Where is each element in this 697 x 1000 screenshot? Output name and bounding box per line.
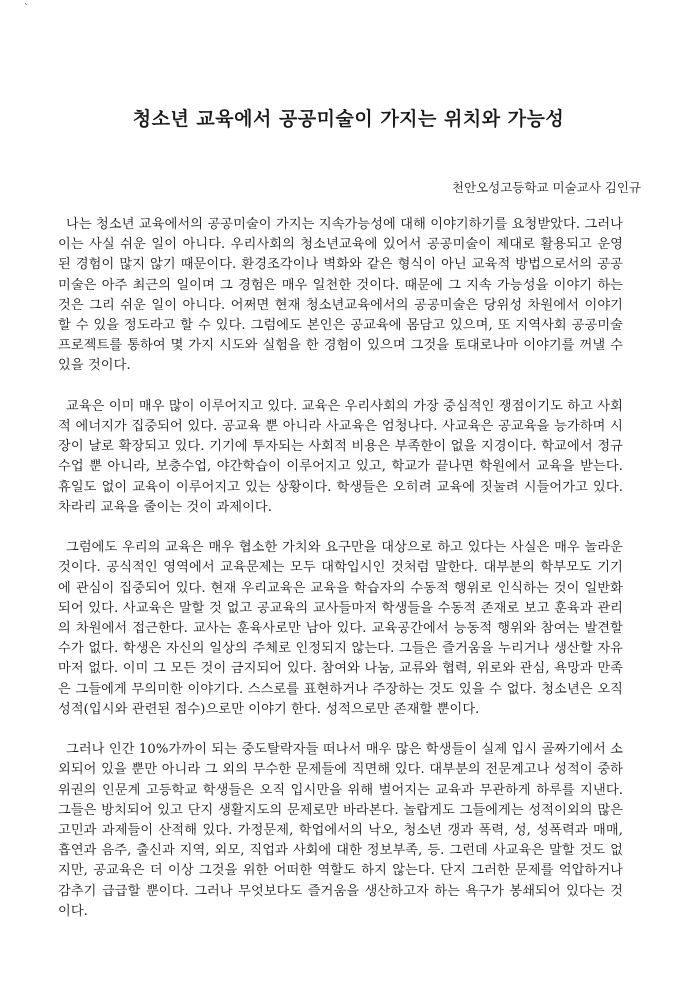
paragraph-4: 그러나 인간 10%가까이 되는 중도탈락자들 떠나서 매우 많은 학생들이 실제 입시 골짜기에서 소외되어 있을 뿐만 아니라 그 외의 무수한 문제들에 직면해 있다. 대부분의 전문계고나 성적이 중하위권의 인문계 고등학교 학생들은 오직 입시만을 위해 벌어지는 교육과 무관하게 하루를 지낸다. 그들은 방치되어 있고 단지 생활지도의 문제로만 바라본다. 놀랍게도 그들에게는 성적이외의 많은 고민과 과제들이 산적해 있다. 가정문제, 학업에서의 낙오, 청소년 갱과 폭력, 성, 성폭력과 매매, 흡연과 음주, 출신과 지역, 외모, 직업과 사회에 대한 정보부족, 등. 그런데 사교육은 말할 것도 없지만, 공교육은 더 이상 그것을 위한 어떠한 역할도 하지 않는다. 단지 그러한 문제를 억압하거나 감추기 급급할 뿐이다. 그러나 무엇보다도 즐거움을 생산하고자 하는 욕구가 봉쇄되어 있다는 것이다.	[58, 742, 623, 919]
paragraph-1: 나는 청소년 교육에서의 공공미술이 가지는 지속가능성에 대해 이야기하기를 요청받았다. 그러나 이는 사실 쉬운 일이 아니다. 우리사회의 청소년교육에 있어서 공공미술이 제대로 활용되고 운영된 경험이 많지 않기 때문이다. 환경조각이나 벽화와 같은 형식이 아닌 교육적 방법으로서의 공공미술은 아주 최근의 일이며 그 경험은 매우 일천한 것이다. 때문에 그 지속 가능성을 이야기 하는 것은 그리 쉬운 일이 아니다. 어쩌면 현재 청소년교육에서의 공공미술은 당위성 차원에서 이야기 할 수 있을 정도라고 할 수 있다. 그럼에도 본인은 공교육에 몸담고 있으며, 또 지역사회 공공미술 프로젝트를 통하여 몇 가지 시도와 실험을 한 경험이 있으며 그것을 토대로나마 이야기를 꺼낼 수 있을 것이다.	[58, 217, 623, 374]
author-line: 천안오성고등학교 미술교사 김인규	[451, 180, 641, 195]
document-body	[58, 215, 623, 942]
paragraph-2: 교육은 이미 매우 많이 이루어지고 있다. 교육은 우리사회의 가장 중심적인 쟁점이기도 하고 사회적 에너지가 집중되어 있다. 공교육 뿐 아니라 사교육은 엄청나다. 사교육은 공교육을 능가하며 시장이 날로 확장되고 있다. 기기에 투자되는 사회적 비용은 부족한이 없을 지경이다. 학교에서 정규수업 뿐 아니라, 보충수업, 야간학습이 이루어지고 있고, 학교가 끝나면 학원에서 교육을 받는다. 휴일도 없이 교육이 이루어지고 있는 상황이다. 학생들은 오히려 교육에 짓눌려 시들어가고 있다. 차라리 교육을 줄이는 것이 과제이다.	[58, 398, 623, 515]
corner-mark: `	[24, 4, 29, 14]
document-title: 청소년 교육에서 공공미술이 가지는 위치와 가능성	[132, 108, 565, 130]
paragraph-3: 그럼에도 우리의 교육은 매우 협소한 가치와 요구만을 대상으로 하고 있다는 사실은 매우 놀라운 것이다. 공식적인 영역에서 교육문제는 모두 대학입시인 것처럼 말한다. 대부분의 학부모도 기기에 관심이 집중되어 있다. 현재 우리교육은 교육을 학습자의 수동적 행위로 인식하는 것이 일반화되어 있다. 사교육은 말할 것 없고 공교육의 교사들마저 학생들을 수동적 존재로 보고 훈육과 관리의 차원에서 접근한다. 교사는 훈육사로만 남아 있다. 교육공간에서 능동적 행위와 참여는 발견할 수가 없다. 학생은 자신의 일상의 주체로 인정되지 않는다. 그들은 즐거움을 누리거나 생산할 자유마저 없다. 이미 그 모든 것이 금지되어 있다. 참여와 나눔, 교류와 협력, 위로와 관심, 욕망과 만족은 그들에게 무의미한 이야기다. 스스로를 표현하거나 주장하는 것도 있을 수 없다. 청소년은 오직 성적(입시와 관련된 점수)으로만 이야기 한다. 성적으로만 존재할 뿐이다.	[58, 540, 623, 717]
